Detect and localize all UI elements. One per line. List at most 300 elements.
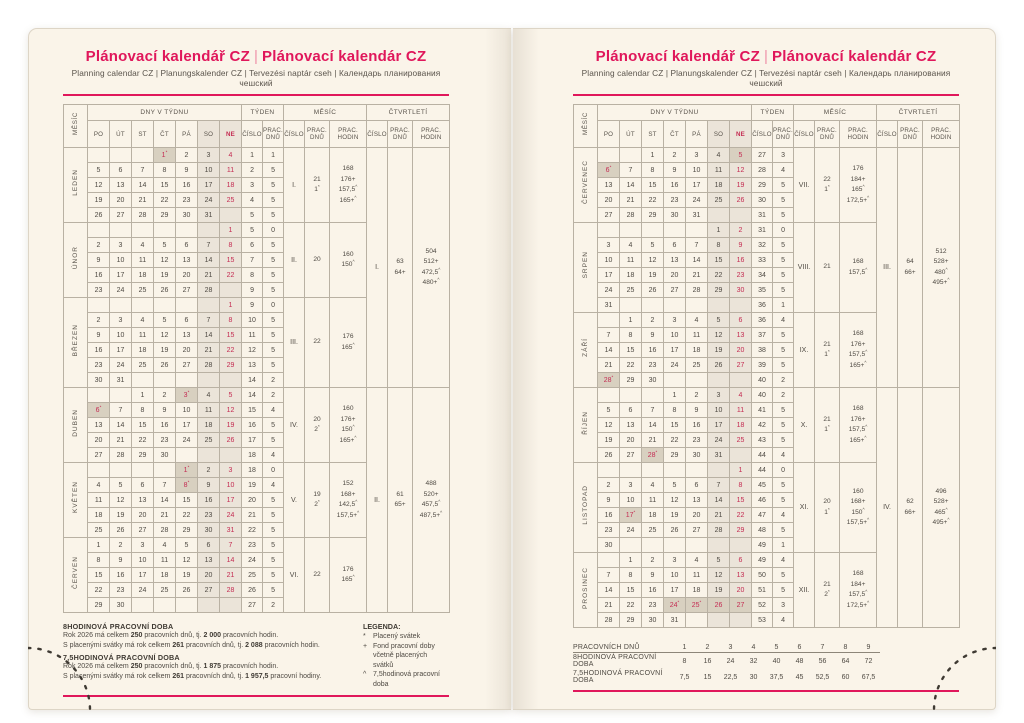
day-header-ne: NE	[220, 121, 242, 148]
day-cell	[154, 223, 176, 238]
week-number-cell: 2	[242, 163, 263, 178]
day-cell: 5	[708, 313, 730, 328]
day-cell	[730, 373, 752, 388]
day-cell: 21	[642, 433, 664, 448]
day-cell: 8	[620, 568, 642, 583]
day-cell: 30	[176, 208, 198, 223]
month-roman-cell: II.	[284, 223, 305, 298]
day-cell: 20	[176, 343, 198, 358]
day-cell: 24	[132, 583, 154, 598]
day-cell: 13	[176, 253, 198, 268]
week-number-cell: 35	[752, 283, 773, 298]
week-number-cell: 50	[752, 568, 773, 583]
day-cell: 10	[198, 163, 220, 178]
day-cell	[620, 223, 642, 238]
day-cell: 22	[620, 598, 642, 613]
day-cell: 5	[154, 313, 176, 328]
cumulative-value: 37,5	[769, 673, 784, 681]
day-cell: 24	[620, 523, 642, 538]
day-cell: 20	[132, 508, 154, 523]
week-workdays-cell: 5	[773, 493, 794, 508]
day-cell: 15	[620, 583, 642, 598]
day-cell: 26	[708, 598, 730, 613]
day-cell: 2	[642, 313, 664, 328]
cumulative-value: 4	[742, 643, 765, 653]
day-cell: 24	[686, 193, 708, 208]
day-cell: 19	[642, 268, 664, 283]
legend	[341, 619, 449, 690]
day-cell: 25	[686, 358, 708, 373]
cumulative-value: 45	[795, 673, 804, 681]
day-cell	[708, 613, 730, 628]
week-number-cell: 29	[752, 178, 773, 193]
day-cell: 29	[220, 358, 242, 373]
day-cell: 19	[664, 508, 686, 523]
week-workdays-cell: 2	[773, 373, 794, 388]
day-cell: 28	[154, 523, 176, 538]
month-name-duben: DUBEN	[64, 388, 88, 463]
day-cell	[88, 388, 110, 403]
week-number-cell: 43	[752, 433, 773, 448]
day-cell: 26	[220, 433, 242, 448]
legend-text: Fond pracovní doby včetně placených svátků	[373, 642, 435, 669]
day-cell: 26	[664, 523, 686, 538]
day-cell: 21	[154, 508, 176, 523]
day-cell: 23	[730, 268, 752, 283]
day-cell: 5	[642, 238, 664, 253]
day-cell	[642, 298, 664, 313]
day-cell: 14	[198, 253, 220, 268]
week-number-cell: 40	[752, 373, 773, 388]
day-cell: 17	[664, 343, 686, 358]
legend-item	[363, 632, 449, 642]
day-cell: 13	[176, 328, 198, 343]
week-number-cell: 11	[242, 328, 263, 343]
week-workdays-cell: 5	[263, 268, 284, 283]
day-cell: 16	[642, 583, 664, 598]
day-cell: 7	[198, 238, 220, 253]
day-cell	[198, 373, 220, 388]
month-roman-cell: VII.	[794, 148, 815, 223]
day-cell: 6	[620, 403, 642, 418]
day-cell: 26	[110, 523, 132, 538]
day-cell	[154, 598, 176, 613]
quarter-workdays-cell: 61 65+	[388, 388, 413, 613]
day-header-čt: ČT	[154, 121, 176, 148]
day-cell: 22	[620, 358, 642, 373]
day-cell	[708, 463, 730, 478]
month-roman-cell: XI.	[794, 463, 815, 553]
title-separator: |	[763, 48, 769, 65]
week-workdays-cell: 5	[263, 283, 284, 298]
cumulative-value: 5	[765, 643, 788, 653]
day-cell: 2	[198, 463, 220, 478]
week-number-cell: 13	[242, 358, 263, 373]
month-workdays-cell: 21 1*	[815, 388, 840, 463]
day-cell: 3	[220, 463, 242, 478]
day-cell	[132, 598, 154, 613]
day-cell: 11	[642, 493, 664, 508]
day-cell: 27	[598, 208, 620, 223]
legend-item	[363, 670, 449, 689]
planning-table	[573, 104, 960, 628]
day-cell: 10	[176, 403, 198, 418]
day-cell: 11	[620, 253, 642, 268]
day-cell: 16	[88, 268, 110, 283]
group-header-week: TÝDEN	[752, 105, 794, 121]
day-cell: 4	[88, 478, 110, 493]
day-cell: 7	[132, 163, 154, 178]
day-cell: 25	[730, 433, 752, 448]
cumulative-value: 52,5	[815, 673, 830, 681]
month-hours-cell: 160 168+ 150^ 157,5+^	[840, 463, 877, 553]
day-cell: 28	[220, 583, 242, 598]
week-number-cell: 27	[752, 148, 773, 163]
week-number-cell: 5	[242, 223, 263, 238]
cumulative-value: 1	[673, 643, 696, 653]
day-cell: 20	[620, 433, 642, 448]
day-cell: 16	[198, 493, 220, 508]
day-cell: 24	[110, 283, 132, 298]
week-workdays-cell: 5	[773, 478, 794, 493]
day-cell: 17	[598, 268, 620, 283]
day-cell: 30	[598, 538, 620, 553]
col-header-quarter-workdays: PRAC. DNŮ	[898, 121, 923, 148]
day-cell: 28	[686, 283, 708, 298]
day-cell	[176, 448, 198, 463]
day-cell: 21	[598, 358, 620, 373]
header-rule	[573, 94, 959, 96]
day-cell: 7	[708, 478, 730, 493]
week-number-cell: 26	[242, 583, 263, 598]
day-cell	[642, 223, 664, 238]
day-cell: 14	[708, 493, 730, 508]
day-cell	[198, 298, 220, 313]
week-workdays-cell: 1	[773, 298, 794, 313]
day-cell: 16	[730, 253, 752, 268]
day-cell	[220, 373, 242, 388]
day-cell: 1	[220, 223, 242, 238]
day-cell: 14	[220, 553, 242, 568]
day-cell	[132, 373, 154, 388]
day-cell	[110, 463, 132, 478]
day-cell: 9	[642, 568, 664, 583]
week-number-cell: 6	[242, 238, 263, 253]
week-workdays-cell: 5	[773, 238, 794, 253]
page-title	[63, 48, 449, 65]
quarter-roman-cell: III.	[877, 148, 898, 388]
day-cell: 15	[176, 493, 198, 508]
quarter-roman-cell: IV.	[877, 388, 898, 628]
day-cell: 24	[198, 193, 220, 208]
day-cell: 19	[730, 178, 752, 193]
calendar-table-jul-dec	[573, 104, 959, 628]
day-cell: 8	[154, 163, 176, 178]
day-cell: 28	[110, 448, 132, 463]
month-workdays-cell: 20	[305, 223, 330, 298]
month-workdays-cell: 21 2*	[815, 553, 840, 628]
day-cell: 1*	[154, 148, 176, 163]
day-cell: 18	[198, 418, 220, 433]
day-cell: 6	[664, 238, 686, 253]
day-cell: 2	[154, 388, 176, 403]
day-cell: 29	[730, 523, 752, 538]
month-workdays-cell: 20 2*	[305, 388, 330, 463]
week-number-cell: 24	[242, 553, 263, 568]
legend-text: 7,5hodinová pracovní doba	[373, 671, 440, 688]
day-cell: 21	[598, 598, 620, 613]
month-hours-cell: 176 165^	[330, 538, 367, 613]
week-workdays-cell: 5	[773, 193, 794, 208]
day-cell: 15	[220, 328, 242, 343]
day-cell	[708, 298, 730, 313]
day-cell	[176, 598, 198, 613]
week-number-cell: 7	[242, 253, 263, 268]
day-cell: 3	[198, 148, 220, 163]
day-cell: 16	[110, 568, 132, 583]
day-cell: 25	[88, 523, 110, 538]
week-number-cell: 49	[752, 553, 773, 568]
week-workdays-cell: 5	[263, 583, 284, 598]
day-cell: 27	[132, 523, 154, 538]
day-cell: 3	[110, 238, 132, 253]
cumulative-value: 30	[749, 673, 758, 681]
day-cell: 1	[88, 538, 110, 553]
day-cell: 28	[620, 208, 642, 223]
gutter-shadow-left	[485, 29, 511, 709]
month-name-květen: KVĚTEN	[64, 463, 88, 538]
day-cell	[730, 613, 752, 628]
month-roman-cell: XII.	[794, 553, 815, 628]
day-cell: 15	[220, 253, 242, 268]
day-cell: 21	[198, 343, 220, 358]
week-number-cell: 42	[752, 418, 773, 433]
day-cell: 27	[620, 448, 642, 463]
day-cell: 24	[110, 358, 132, 373]
day-cell: 17*	[620, 508, 642, 523]
day-header-so: SO	[198, 121, 220, 148]
week-workdays-cell: 0	[773, 463, 794, 478]
week-workdays-cell: 5	[773, 583, 794, 598]
day-cell: 6	[198, 538, 220, 553]
day-cell	[154, 298, 176, 313]
week-number-cell: 39	[752, 358, 773, 373]
page-right	[513, 28, 996, 710]
day-cell: 31	[198, 208, 220, 223]
week-number-cell: 53	[752, 613, 773, 628]
day-cell: 29	[708, 283, 730, 298]
day-cell	[686, 463, 708, 478]
day-cell: 8	[730, 478, 752, 493]
day-cell: 13	[730, 568, 752, 583]
day-cell: 24	[176, 433, 198, 448]
cumulative-value: 7,5	[679, 673, 690, 681]
cumulative-value: 2	[696, 643, 719, 653]
day-cell: 23	[110, 583, 132, 598]
day-cell: 4	[708, 148, 730, 163]
day-cell: 28*	[642, 448, 664, 463]
day-cell: 23	[686, 433, 708, 448]
cumulative-value: 67,5	[861, 673, 876, 681]
day-cell: 28	[198, 283, 220, 298]
week-workdays-cell: 5	[773, 568, 794, 583]
day-cell	[664, 463, 686, 478]
day-cell: 16	[176, 178, 198, 193]
week-workdays-cell: 5	[263, 208, 284, 223]
month-name-červen: ČERVEN	[64, 538, 88, 613]
day-cell: 14	[154, 493, 176, 508]
day-cell: 2	[730, 223, 752, 238]
quarter-roman-cell: I.	[367, 148, 388, 388]
day-cell: 17	[686, 178, 708, 193]
day-cell	[686, 373, 708, 388]
day-cell: 18	[686, 583, 708, 598]
day-cell	[132, 298, 154, 313]
day-cell	[686, 613, 708, 628]
day-cell: 12	[176, 553, 198, 568]
day-cell: 5	[598, 403, 620, 418]
day-cell: 20	[198, 568, 220, 583]
day-cell: 12	[708, 568, 730, 583]
col-header-quarter-number: ČÍSLO	[877, 121, 898, 148]
quarter-workdays-cell: 63 64+	[388, 148, 413, 388]
day-cell: 23	[154, 433, 176, 448]
day-cell	[620, 463, 642, 478]
group-header-quarter: ČTVRTLETÍ	[367, 105, 450, 121]
day-cell: 17	[664, 583, 686, 598]
day-cell	[598, 313, 620, 328]
day-cell: 19	[708, 343, 730, 358]
day-cell: 13	[198, 553, 220, 568]
day-cell: 1	[708, 223, 730, 238]
month-hours-cell: 168 176+ 157,5^ 165+^	[840, 388, 877, 463]
day-cell: 13	[730, 328, 752, 343]
day-cell: 18	[642, 508, 664, 523]
day-cell: 30	[154, 448, 176, 463]
day-cell: 17	[132, 568, 154, 583]
day-cell: 26	[708, 358, 730, 373]
col-header-quarter-workdays: PRAC. DNŮ	[388, 121, 413, 148]
day-cell: 13	[598, 178, 620, 193]
footer-line: S placenými svátky má rok celkem 261 pracovních dnů, tj. 2 088 pracovních hodin.	[63, 641, 320, 649]
week-workdays-cell: 5	[263, 493, 284, 508]
day-cell: 13	[664, 253, 686, 268]
day-cell: 1	[730, 463, 752, 478]
day-cell: 25	[620, 283, 642, 298]
quarter-hours-cell: 496 528+ 465^ 495+^	[923, 388, 960, 628]
quarter-hours-cell: 504 512+ 472,5^ 480+^	[413, 148, 450, 388]
week-number-cell: 30	[752, 193, 773, 208]
week-number-cell: 36	[752, 313, 773, 328]
month-hours-cell: 176 165^	[330, 298, 367, 388]
day-cell: 25	[132, 283, 154, 298]
month-roman-cell: X.	[794, 388, 815, 463]
month-name-leden: LEDEN	[64, 148, 88, 223]
day-cell: 6	[730, 313, 752, 328]
day-cell: 30	[686, 448, 708, 463]
day-cell	[110, 388, 132, 403]
week-number-cell: 19	[242, 478, 263, 493]
day-cell: 23	[198, 508, 220, 523]
week-number-cell: 5	[242, 208, 263, 223]
day-cell: 18	[620, 268, 642, 283]
day-cell: 15	[88, 568, 110, 583]
day-cell: 27	[686, 523, 708, 538]
day-cell: 16	[664, 178, 686, 193]
week-number-cell: 18	[242, 463, 263, 478]
day-cell: 1	[620, 553, 642, 568]
col-header-month-hours: PRAC. HODIN	[840, 121, 877, 148]
day-cell: 26	[176, 583, 198, 598]
day-cell	[686, 538, 708, 553]
day-cell	[686, 223, 708, 238]
week-number-cell: 14	[242, 373, 263, 388]
week-number-cell: 47	[752, 508, 773, 523]
week-number-cell: 40	[752, 388, 773, 403]
day-cell: 27	[176, 283, 198, 298]
day-cell: 31	[598, 298, 620, 313]
day-cell: 30	[642, 613, 664, 628]
day-cell: 2	[88, 238, 110, 253]
day-cell: 9	[642, 328, 664, 343]
header-rule	[63, 94, 449, 96]
day-cell: 20	[730, 343, 752, 358]
col-header-month: MĚSÍC	[64, 105, 88, 148]
week-number-cell: 22	[242, 523, 263, 538]
day-cell: 15	[154, 178, 176, 193]
cumulative-value: 8	[834, 643, 857, 653]
day-cell: 2	[686, 388, 708, 403]
week-workdays-cell: 5	[263, 418, 284, 433]
day-cell	[642, 388, 664, 403]
day-cell: 6*	[88, 403, 110, 418]
day-cell: 18	[686, 343, 708, 358]
week-workdays-cell: 4	[773, 163, 794, 178]
day-cell: 26	[598, 448, 620, 463]
day-cell: 8	[664, 403, 686, 418]
week-workdays-cell: 1	[263, 148, 284, 163]
day-cell: 29	[88, 598, 110, 613]
day-cell	[730, 298, 752, 313]
day-cell	[664, 223, 686, 238]
day-cell: 9	[176, 163, 198, 178]
week-workdays-cell: 5	[263, 313, 284, 328]
day-cell: 10	[220, 478, 242, 493]
quarter-roman-cell: II.	[367, 388, 388, 613]
week-number-cell: 12	[242, 343, 263, 358]
cumulative-value: 16	[703, 657, 712, 665]
week-number-cell: 8	[242, 268, 263, 283]
day-cell: 6	[110, 163, 132, 178]
month-workdays-cell: 22	[305, 538, 330, 613]
day-cell: 29	[132, 448, 154, 463]
week-workdays-cell: 2	[263, 598, 284, 613]
month-roman-cell: IX.	[794, 313, 815, 388]
month-hours-cell: 168 176+ 157,5^ 165+^	[330, 148, 367, 223]
day-cell: 16	[642, 343, 664, 358]
day-cell: 7	[620, 163, 642, 178]
day-cell	[198, 448, 220, 463]
day-cell: 22	[730, 508, 752, 523]
day-cell: 8	[642, 163, 664, 178]
week-workdays-cell: 2	[263, 373, 284, 388]
day-cell: 31	[110, 373, 132, 388]
day-cell: 25	[708, 193, 730, 208]
week-number-cell: 15	[242, 403, 263, 418]
day-cell: 8	[132, 403, 154, 418]
month-hours-cell: 160 176+ 150^ 165+^	[330, 388, 367, 463]
day-cell: 30	[110, 598, 132, 613]
